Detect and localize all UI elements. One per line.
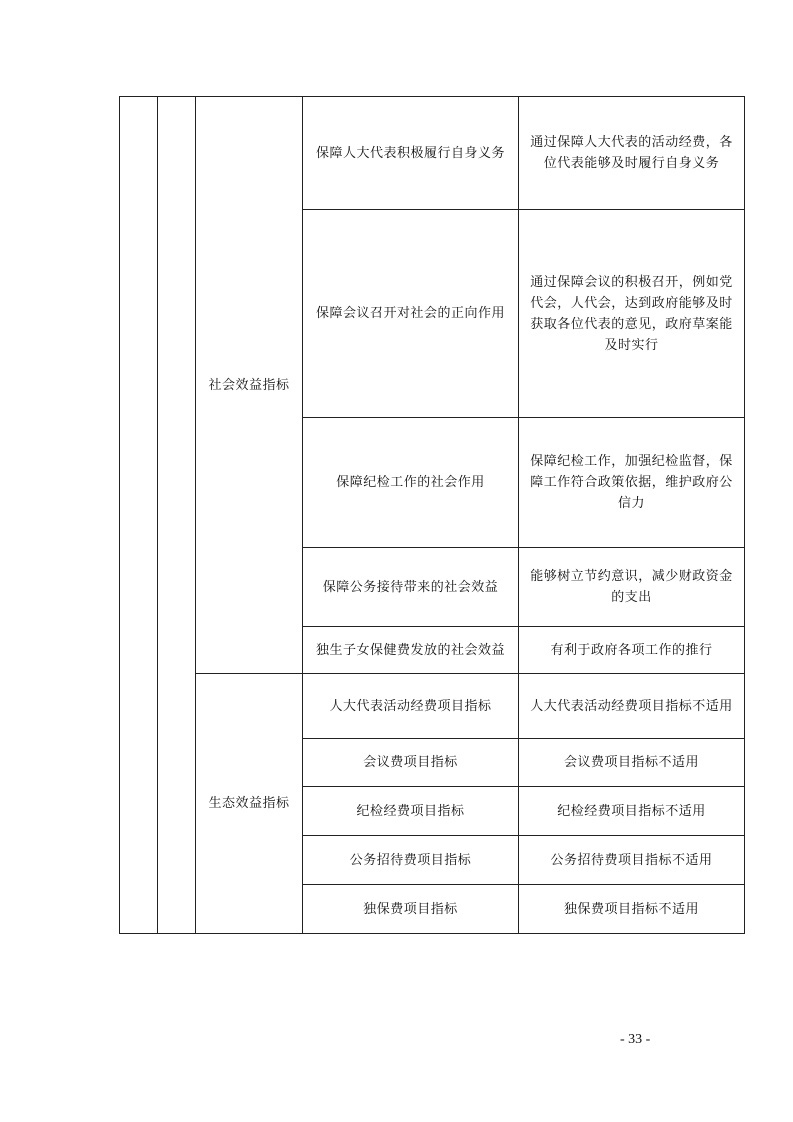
value-cell: 公务招待费项目指标不适用 xyxy=(519,836,745,885)
value-cell: 通过保障会议的积极召开，例如党代会，人代会，达到政府能够及时获取各位代表的意见，政府草案能及时实行 xyxy=(519,210,745,418)
value-cell: 会议费项目指标不适用 xyxy=(519,739,745,787)
value-cell: 有利于政府各项工作的推行 xyxy=(519,627,745,674)
indicator-cell: 保障会议召开对社会的正向作用 xyxy=(303,210,519,418)
level2-cell xyxy=(158,97,196,934)
value-cell: 能够树立节约意识，减少财政资金的支出 xyxy=(519,548,745,627)
table-row xyxy=(120,674,745,739)
indicator-cell: 独保费项目指标 xyxy=(303,885,519,934)
indicator-cell: 公务招待费项目指标 xyxy=(303,836,519,885)
indicator-cell: 保障人大代表积极履行自身义务 xyxy=(303,97,519,210)
page-number: - 33 - xyxy=(620,1032,651,1047)
category-cell-ecological: 生态效益指标 xyxy=(196,674,303,934)
value-cell: 通过保障人大代表的活动经费，各位代表能够及时履行自身义务 xyxy=(519,97,745,210)
performance-indicator-table xyxy=(119,96,745,934)
value-cell: 纪检经费项目指标不适用 xyxy=(519,787,745,836)
value-cell: 独保费项目指标不适用 xyxy=(519,885,745,934)
indicator-cell: 保障纪检工作的社会作用 xyxy=(303,418,519,548)
indicator-cell: 保障公务接待带来的社会效益 xyxy=(303,548,519,627)
value-cell: 保障纪检工作，加强纪检监督，保障工作符合政策依据，维护政府公信力 xyxy=(519,418,745,548)
category-cell-social: 社会效益指标 xyxy=(196,97,303,674)
indicator-cell: 会议费项目指标 xyxy=(303,739,519,787)
indicator-cell: 人大代表活动经费项目指标 xyxy=(303,674,519,739)
level1-cell xyxy=(120,97,158,934)
indicator-cell: 独生子女保健费发放的社会效益 xyxy=(303,627,519,674)
value-cell: 人大代表活动经费项目指标不适用 xyxy=(519,674,745,739)
indicator-cell: 纪检经费项目指标 xyxy=(303,787,519,836)
table-row xyxy=(120,97,745,210)
